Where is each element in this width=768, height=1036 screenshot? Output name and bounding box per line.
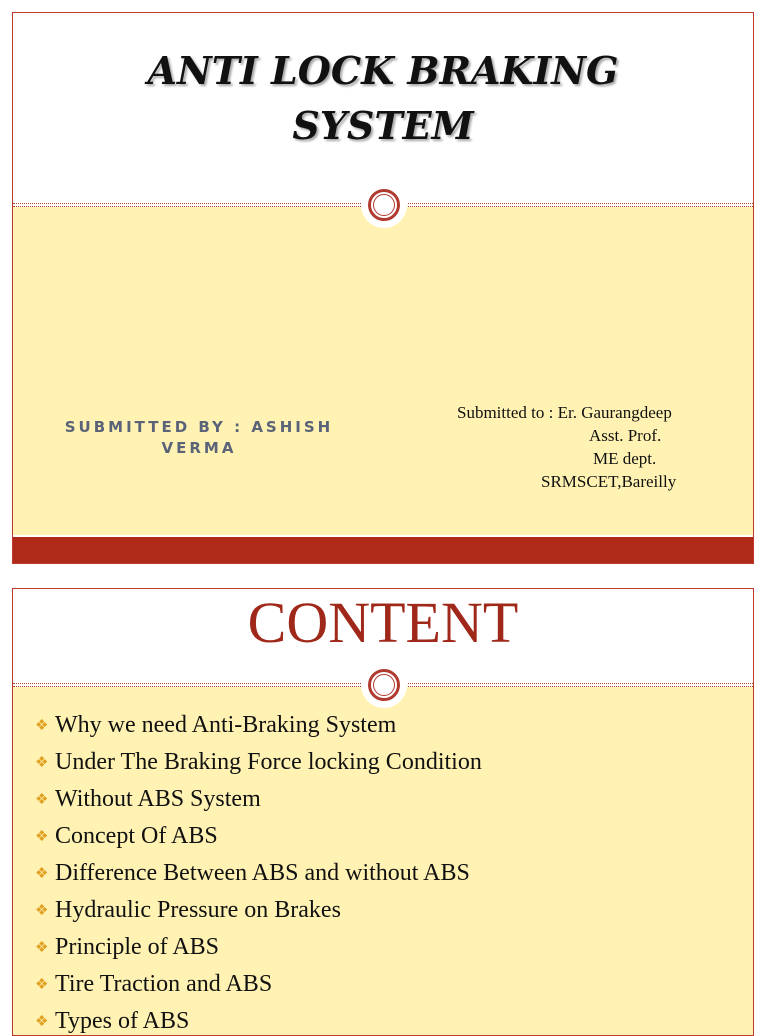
list-item-text: Principle of ABS [55, 934, 220, 960]
diamond-bullet-icon: ❖ [35, 718, 49, 734]
submitted-to [443, 401, 743, 493]
list-item [35, 1003, 482, 1036]
list-item-text: Tire Traction and ABS [55, 971, 273, 997]
list-item [35, 892, 482, 929]
content-slide [12, 588, 754, 1036]
list-item [35, 744, 482, 781]
list-item-text: Types of ABS [55, 1008, 190, 1034]
list-item-text: Concept Of ABS [55, 823, 218, 849]
slide-title: CONTENT [247, 590, 519, 655]
slide-title-line-1: ANTI LOCK BRAKING [147, 48, 619, 93]
list-item-text: Why we need Anti-Braking System [55, 712, 397, 738]
submitted-by: SUBMITTED BY : ASHISH VERMA [64, 418, 334, 457]
diamond-bullet-icon: ❖ [35, 829, 49, 845]
slide-title-line-2: SYSTEM [292, 103, 474, 148]
submitted-to-line: Submitted to : Er. Gaurangdeep [457, 403, 672, 422]
diamond-bullet-icon: ❖ [35, 866, 49, 882]
list-item-text: Under The Braking Force locking Condition [55, 749, 482, 775]
submitted-to-line: SRMSCET,Bareilly [541, 472, 677, 491]
ring-ornament-icon [361, 662, 407, 708]
diamond-bullet-icon: ❖ [35, 1014, 49, 1030]
content-list [35, 707, 482, 1036]
list-item-text: Hydraulic Pressure on Brakes [55, 897, 341, 923]
list-item [35, 781, 482, 818]
footer-bar [13, 537, 753, 563]
list-item [35, 966, 482, 1003]
list-item [35, 929, 482, 966]
title-area [13, 13, 753, 204]
diamond-bullet-icon: ❖ [35, 792, 49, 808]
slide-title [13, 43, 753, 153]
ring-ornament-icon [361, 182, 407, 228]
diamond-bullet-icon: ❖ [35, 903, 49, 919]
diamond-bullet-icon: ❖ [35, 940, 49, 956]
list-item-text: Difference Between ABS and without ABS [55, 860, 470, 886]
submitted-to-line: ME dept. [593, 449, 657, 468]
diamond-bullet-icon: ❖ [35, 755, 49, 771]
list-item [35, 707, 482, 744]
diamond-bullet-icon: ❖ [35, 977, 49, 993]
submitted-to-line: Asst. Prof. [589, 426, 662, 445]
list-item-text: Without ABS System [55, 786, 261, 812]
list-item [35, 818, 482, 855]
list-item [35, 855, 482, 892]
title-slide [12, 12, 754, 564]
